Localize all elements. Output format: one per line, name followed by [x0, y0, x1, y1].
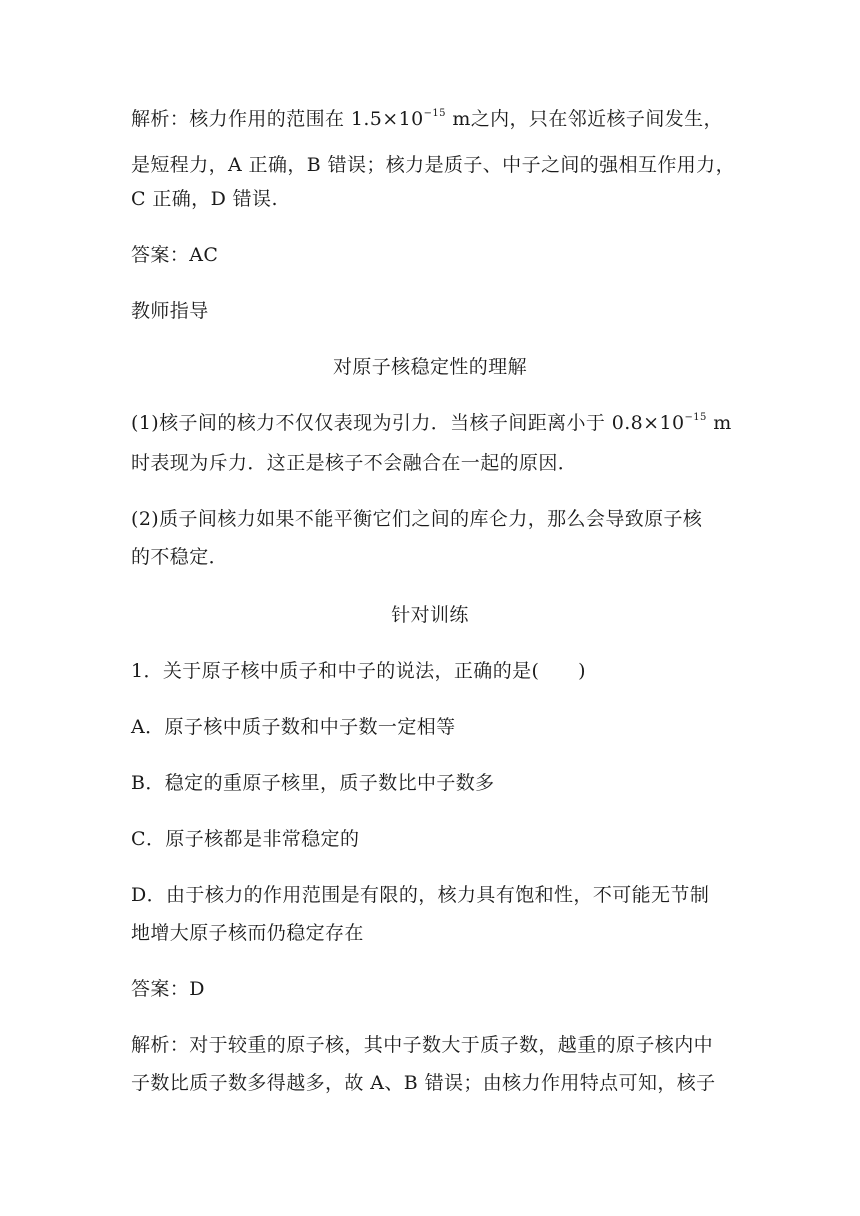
analysis-line-3: C 正确，D 错误. [131, 188, 278, 210]
analysis-text: m之内，只在邻近核子间发生， [445, 108, 723, 130]
teacher-guide-heading: 教师指导 [131, 300, 209, 322]
point-2-line-2: 的不稳定． [131, 546, 229, 568]
option-c: C．原子核都是非常稳定的 [131, 828, 360, 850]
point-2-line-1: (2)质子间核力如果不能平衡它们之间的库仑力，那么会导致原子核 [131, 508, 703, 530]
analysis-text: 解析：核力作用的范围在 1.5×10 [131, 108, 424, 130]
analysis-2-line-1: 解析：对于较重的原子核，其中子数大于质子数，越重的原子核内中 [131, 1034, 714, 1056]
question-1: 1．关于原子核中质子和中子的说法，正确的是( ) [131, 660, 586, 682]
point-text: m [706, 412, 732, 434]
section-title-practice: 针对训练 [391, 604, 469, 626]
exponent: −15 [684, 412, 707, 423]
analysis-2-line-2: 子数比质子数多得越多，故 A、B 错误；由核力作用特点可知，核子 [131, 1072, 716, 1094]
answer-d: 答案：D [131, 978, 205, 1000]
option-d-line-1: D．由于核力的作用范围是有限的，核力具有饱和性，不可能无节制 [131, 884, 710, 906]
analysis-line-2: 是短程力，A 正确，B 错误；核力是质子、中子之间的强相互作用力， [131, 154, 735, 176]
section-title-nucleus-stability: 对原子核稳定性的理解 [332, 356, 527, 378]
point-text: (1)核子间的核力不仅仅表现为引力．当核子间距离小于 0.8×10 [131, 412, 685, 434]
option-b: B．稳定的重原子核里，质子数比中子数多 [131, 772, 495, 794]
point-1-line-2: 时表现为斥力．这正是核子不会融合在一起的原因． [131, 452, 578, 474]
option-a: A．原子核中质子数和中子数一定相等 [131, 716, 456, 738]
analysis-line-1 [131, 107, 741, 131]
point-1-line-1 [131, 411, 741, 435]
exponent: −15 [423, 108, 446, 119]
answer-ac: 答案：AC [131, 244, 219, 266]
option-d-line-2: 地增大原子核而仍稳定存在 [131, 922, 364, 944]
